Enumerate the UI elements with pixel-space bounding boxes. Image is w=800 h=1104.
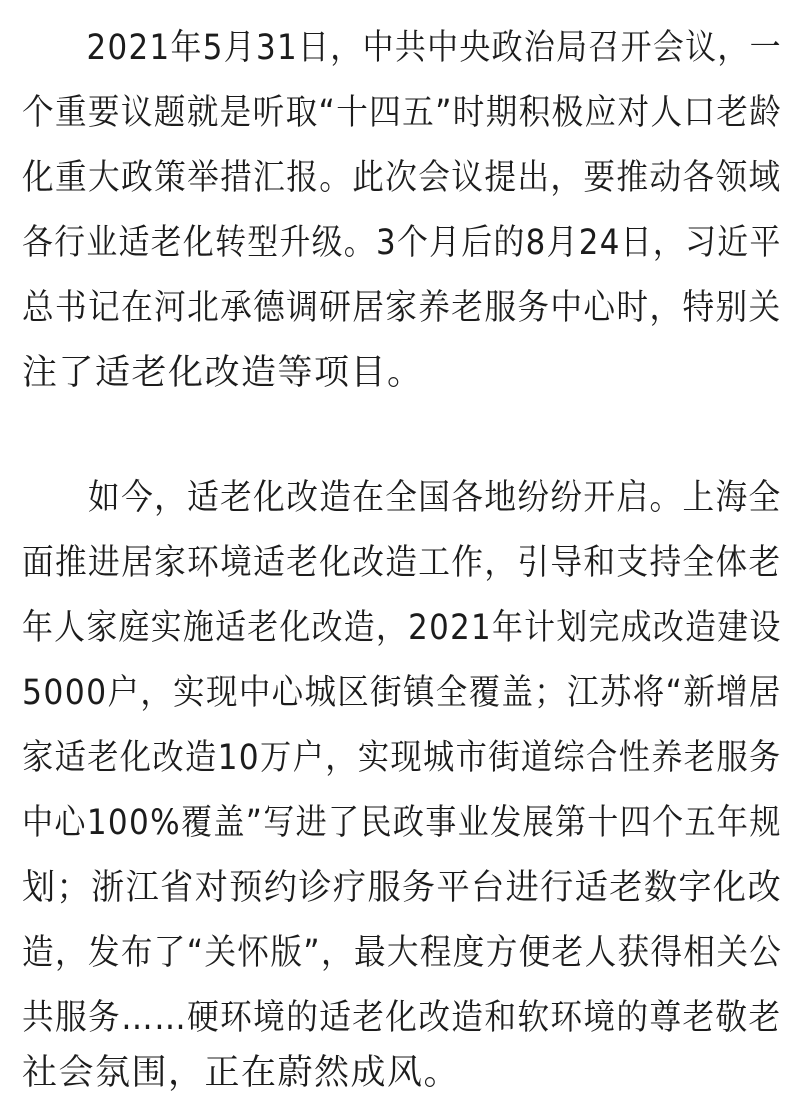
text-line: 如今，适老化改造在全国各地纷纷开启。上海全 xyxy=(22,478,782,518)
text-line: 各行业适老化转型升级。3个月后的8月24日，习近平 xyxy=(22,223,782,263)
text-line: 造，发布了“关怀版”，最大程度方便老人获得相关公 xyxy=(22,933,783,973)
text-line: 社会氛围，正在蔚然成风。 xyxy=(22,1053,461,1093)
text-line: 面推进居家环境适老化改造工作，引导和支持全体老 xyxy=(22,543,782,583)
text-line: 家适老化改造10万户，实现城市街道综合性养老服务 xyxy=(22,738,782,778)
text-line: 划；浙江省对预约诊疗服务平台进行适老数字化改 xyxy=(22,868,783,908)
text-line: 化重大政策举措汇报。此次会议提出，要推动各领域 xyxy=(22,158,782,198)
text-line: 年人家庭实施适老化改造，2021年计划完成改造建设 xyxy=(22,608,782,648)
text-line: 2021年5月31日，中共中央政治局召开会议，一 xyxy=(22,28,782,68)
text-line: 注了适老化改造等项目。 xyxy=(22,353,424,393)
text-line: 总书记在河北承德调研居家养老服务中心时，特别关 xyxy=(22,288,782,328)
text-line: 个重要议题就是听取“十四五”时期积极应对人口老龄 xyxy=(22,93,783,133)
text-line: 共服务……硬环境的适老化改造和软环境的尊老敬老 xyxy=(22,998,782,1038)
text-line: 中心100%覆盖”写进了民政事业发展第十四个五年规 xyxy=(22,803,782,843)
text-line: 5000户，实现中心城区街镇全覆盖；江苏将“新增居 xyxy=(22,673,782,713)
